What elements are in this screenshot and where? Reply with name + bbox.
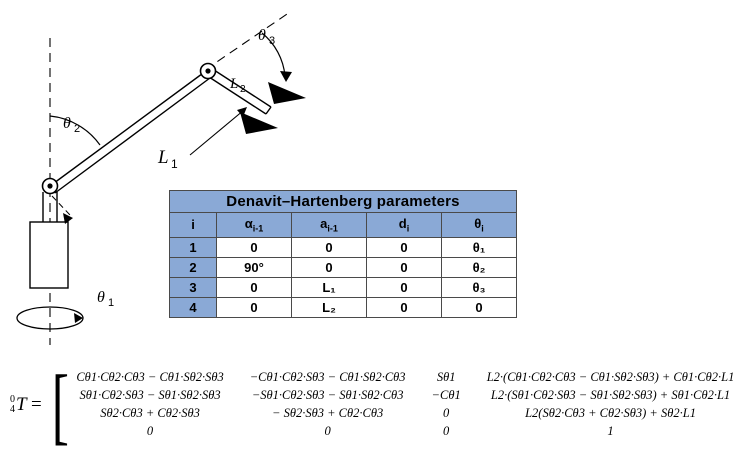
equation-lhs-superscript: 0 [10, 394, 15, 406]
dh-cell-a: 0 [292, 257, 367, 277]
matrix-cell-r3c1: 0 [324, 424, 331, 438]
matrix-cell-r2c1: − Sθ2·Sθ3 + Cθ2·Cθ3 [272, 406, 384, 420]
theta2-label: θ [63, 115, 71, 132]
table-row [170, 257, 517, 277]
dh-cell-d: 0 [367, 257, 442, 277]
L2-label: L [230, 76, 239, 92]
transform-matrix [74, 370, 736, 439]
dh-cell-alpha: 0 [217, 297, 292, 317]
matrix-cell-r3c2: 0 [443, 424, 450, 438]
dh-cell-d: 0 [367, 277, 442, 297]
L1-leader [190, 110, 244, 155]
L2-sub: 2 [240, 84, 246, 95]
matrix-cell-r3c0: 0 [146, 424, 154, 438]
matrix-cell-r1c3: L2·(Sθ1·Cθ2·Sθ3 − Sθ1·Sθ2·Sθ3) + Sθ1·Cθ2·L1 [490, 388, 731, 402]
dh-cell-theta: θ₃ [442, 277, 517, 297]
equation-lhs-subscript: 4 [10, 404, 15, 416]
theta3-arrowhead [280, 71, 292, 82]
dh-table-title: Denavit–Hartenberg parameters [170, 191, 517, 213]
dh-col-d: $d_i$ [367, 213, 442, 238]
dh-col-i: i [170, 213, 217, 238]
table-row [170, 237, 517, 257]
dh-cell-d: 0 [367, 297, 442, 317]
link2-cap-end [266, 107, 271, 114]
dh-cell-theta: θ₂ [442, 257, 517, 277]
transform-equation [0, 356, 750, 453]
matrix-cell-r3c3: 1 [607, 424, 614, 438]
table-row [170, 277, 517, 297]
end-effector-arrow-lower [240, 112, 278, 134]
theta1-label: θ [97, 289, 105, 306]
dh-row-index: 1 [170, 237, 217, 257]
joint2-extension-axis [205, 12, 290, 70]
table-row [170, 297, 517, 317]
theta1-sub: 1 [108, 297, 115, 309]
matrix-cell-r1c0: Sθ1·Cθ2·Sθ3 − Sθ1·Sθ2·Sθ3 [79, 388, 221, 402]
dh-row-index: 2 [170, 257, 217, 277]
dh-cell-theta: 0 [442, 297, 517, 317]
equation-lhs-indices [10, 395, 15, 415]
matrix-cell-r2c3: L2(Sθ2·Cθ3 + Cθ2·Sθ3) + Sθ2·L1 [525, 406, 696, 420]
dh-table-title-row [170, 191, 517, 213]
dh-cell-alpha: 0 [217, 237, 292, 257]
theta3-label: θ [258, 27, 266, 44]
dh-cell-a: L₁ [292, 277, 367, 297]
theta2-sub: 2 [74, 123, 81, 135]
dh-col-alpha: $\alpha_{i-1}$ [217, 213, 292, 238]
base-body [30, 222, 68, 288]
matrix-cell-r2c2: 0 [443, 406, 450, 420]
dh-cell-theta: θ₁ [442, 237, 517, 257]
dh-col-theta: $\theta_i$ [442, 213, 517, 238]
dh-parameters-table [169, 190, 517, 318]
dh-cell-d: 0 [367, 237, 442, 257]
matrix-cell-r0c1: −Cθ1·Cθ2·Sθ3 − Cθ1·Sθ2·Cθ3 [249, 370, 406, 384]
L1-sub: 1 [171, 157, 178, 171]
matrix-cell-r0c3: L2·(Cθ1·Cθ2·Cθ3 − Cθ1·Sθ2·Sθ3) + Cθ1·Cθ2·L1 [486, 370, 735, 384]
dh-table-header-row [170, 213, 517, 238]
matrix-bracket-left: [ [51, 356, 69, 453]
dh-row-index: 3 [170, 277, 217, 297]
equation-lhs [10, 394, 42, 416]
L1-dim-dash [52, 196, 70, 215]
dh-cell-alpha: 90° [217, 257, 292, 277]
dh-cell-alpha: 0 [217, 277, 292, 297]
joint2-dot [47, 183, 52, 188]
matrix-cell-r0c2: Sθ1 [436, 370, 456, 384]
equation-lhs-symbol: T [16, 393, 27, 415]
dh-row-index: 4 [170, 297, 217, 317]
matrix-cell-r2c0: Sθ2·Cθ3 + Cθ2·Sθ3 [100, 406, 200, 420]
equation-equals: = [30, 393, 42, 415]
dh-cell-a: L₂ [292, 297, 367, 317]
matrix-cell-r0c0: Cθ1·Cθ2·Cθ3 − Cθ1·Sθ2·Sθ3 [76, 370, 224, 384]
end-effector-arrow-upper [268, 82, 306, 104]
matrix-cell-r1c2: −Cθ1 [431, 388, 461, 402]
matrix-cell-r1c1: −Sθ1·Cθ2·Sθ3 − Sθ1·Sθ2·Cθ3 [251, 388, 404, 402]
dh-cell-a: 0 [292, 237, 367, 257]
joint3-dot [205, 68, 210, 73]
dh-col-a: $a_{i-1}$ [292, 213, 367, 238]
L1-label: L [158, 147, 169, 168]
theta3-sub: 3 [269, 35, 276, 47]
